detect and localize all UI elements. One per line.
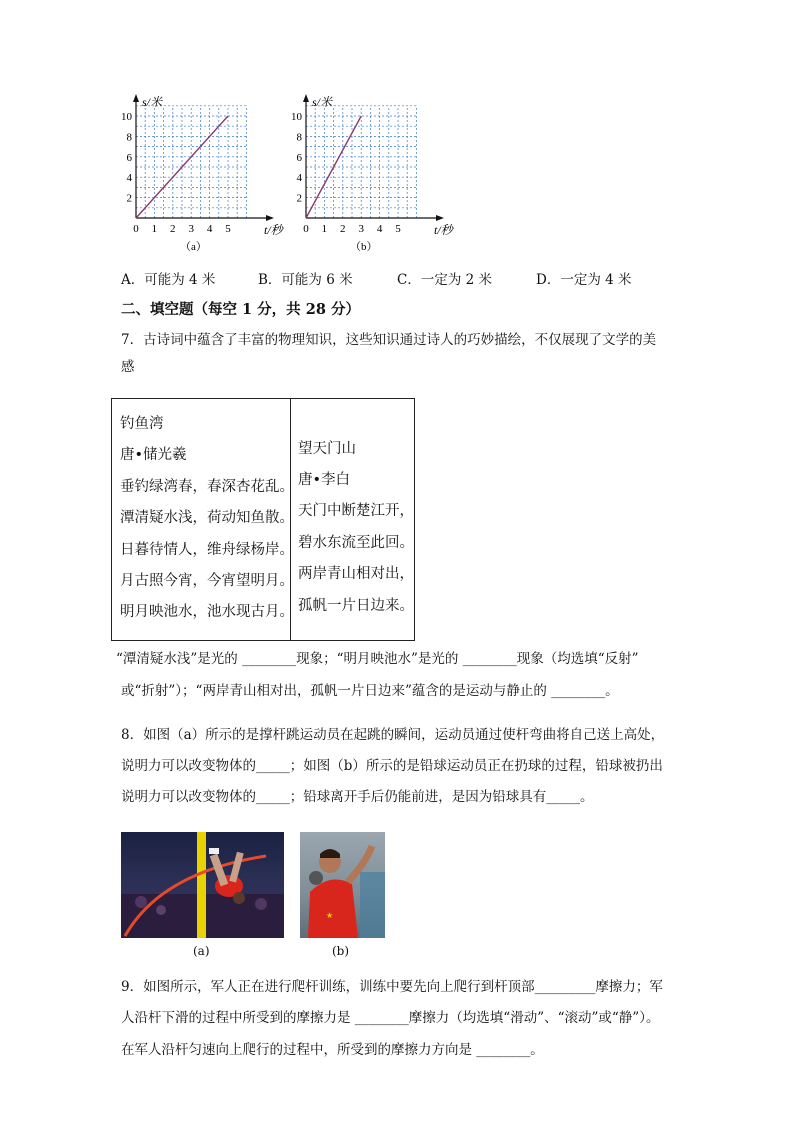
poem-left-line: 钓鱼湾 bbox=[120, 416, 164, 432]
graph-a bbox=[118, 92, 298, 252]
graph-a-y-tick: 2 bbox=[126, 192, 132, 205]
graph-a-y-arrow bbox=[133, 94, 139, 102]
pole-vault-illustration bbox=[121, 832, 284, 938]
poem-left-line: 明月映池水，池水现古月。 bbox=[120, 604, 294, 620]
graph-b-y-tick: 6 bbox=[296, 151, 302, 164]
graph-b-x-tick: 4 bbox=[376, 223, 383, 235]
poem-right-line: 天门中断楚江开， bbox=[298, 503, 414, 519]
graph-b-x-tick: 3 bbox=[358, 223, 364, 235]
graph-a-y-tick: 6 bbox=[126, 151, 132, 164]
poem-right-line: 孤帆一片日边来。 bbox=[298, 598, 414, 614]
shot-put-illustration bbox=[300, 832, 385, 938]
q7-answer-line-2: 或“折射”）；“两岸青山相对出，孤帆一片日边来”蕴含的是运动与静止的 ________。 bbox=[121, 683, 619, 699]
graph-b-caption: （b） bbox=[350, 241, 378, 252]
graph-a-x-tick: 5 bbox=[225, 223, 231, 235]
poem-left-line: 垂钓绿湾春，春深杏花乱。 bbox=[120, 479, 294, 495]
graph-b-y-tick: 8 bbox=[296, 131, 302, 144]
graph-a-grid bbox=[136, 106, 246, 218]
poem-right-line: 碧水东流至此回。 bbox=[298, 535, 414, 551]
photo-caption-a: (a) bbox=[193, 944, 210, 958]
q9-line-1: 9．如图所示，军人正在进行爬杆训练，训练中要先向上爬行到杆顶部_________摩擦力；军 bbox=[121, 979, 663, 995]
graph-b-x-label: t/秒 bbox=[434, 223, 453, 237]
poem-table bbox=[111, 398, 415, 641]
poem-right-line: 望天门山 bbox=[298, 441, 356, 457]
pole-vault-photo bbox=[121, 832, 284, 938]
graph-a-y-tick: 8 bbox=[126, 131, 132, 144]
q8-line-3: 说明力可以改变物体的_____；铅球离开手后仍能前进，是因为铅球具有_____。 bbox=[121, 789, 594, 805]
graph-a-y-tick: 10 bbox=[121, 111, 132, 123]
graph-b-y-tick: 2 bbox=[296, 192, 302, 205]
graph-a-x-arrow bbox=[266, 215, 274, 221]
poem-left-line: 月古照今宵，今宵望明月。 bbox=[120, 573, 294, 589]
q7-answer-line-1: “潭清疑水浅”是光的 ________现象；“明月映池水”是光的 ________现象（均选填“反射” bbox=[116, 651, 639, 667]
svg-text:★: ★ bbox=[326, 911, 334, 920]
section-title: 二、填空题（每空 1 分，共 28 分） bbox=[121, 301, 360, 318]
graph-a-x-tick: 2 bbox=[170, 223, 176, 235]
option-b[interactable]: B．可能为 6 米 bbox=[258, 272, 353, 288]
q7-line-1: 7．古诗词中蕴含了丰富的物理知识，这些知识通过诗人的巧妙描绘，不仅展现了文学的美 bbox=[121, 332, 657, 348]
poem-right-line: 两岸青山相对出， bbox=[298, 566, 414, 582]
shot-put-photo bbox=[300, 832, 385, 938]
graph-a-x-tick: 4 bbox=[206, 223, 213, 235]
poem-left-line: 唐•储光羲 bbox=[120, 447, 187, 463]
graph-b-y-tick: 10 bbox=[291, 111, 302, 123]
q9-line-3: 在军人沿杆匀速向上爬行的过程中，所受到的摩擦力方向是 ________。 bbox=[121, 1042, 544, 1058]
graph-b-y-label: s/米 bbox=[312, 95, 333, 109]
q8-line-1: 8．如图（a）所示的是撑杆跳运动员在起跳的瞬间，运动员通过使杆弯曲将自己送上高处， bbox=[121, 727, 665, 743]
graph-a-x-tick: 3 bbox=[188, 223, 194, 235]
graph-b-y-arrow bbox=[303, 94, 309, 102]
q7-line-2: 感 bbox=[121, 359, 135, 375]
graph-a-x-tick: 1 bbox=[151, 223, 158, 235]
poem-left-line: 日暮待情人，维舟绿杨岸。 bbox=[120, 542, 294, 558]
poem-right-line: 唐•李白 bbox=[298, 472, 351, 488]
option-a[interactable]: A．可能为 4 米 bbox=[121, 272, 216, 288]
graph-a-y-tick: 4 bbox=[126, 172, 132, 185]
graph-a-x-label: t/秒 bbox=[264, 223, 283, 237]
graph-a-x-tick: 0 bbox=[133, 223, 139, 235]
option-c[interactable]: C．一定为 2 米 bbox=[397, 272, 493, 288]
graph-a-caption: （a） bbox=[180, 241, 207, 252]
q9-line-2: 人沿杆下滑的过程中所受到的摩擦力是 ________摩擦力（均选填“滑动”、“滚动”或“静”）。 bbox=[121, 1010, 660, 1026]
option-d[interactable]: D．一定为 4 米 bbox=[536, 272, 632, 288]
graph-b-grid bbox=[306, 106, 416, 218]
graph-b-x-tick: 2 bbox=[340, 223, 346, 235]
photo-caption-b: (b) bbox=[332, 944, 350, 958]
graph-b-x-tick: 1 bbox=[321, 223, 328, 235]
graph-b-y-tick: 4 bbox=[296, 172, 302, 185]
graph-b bbox=[288, 92, 468, 252]
graph-b-x-tick: 0 bbox=[303, 223, 309, 235]
graph-a-y-label: s/米 bbox=[142, 95, 163, 109]
q8-line-2: 说明力可以改变物体的_____；如图（b）所示的是铅球运动员正在扔球的过程，铅球被扔出 bbox=[121, 758, 663, 774]
graph-b-x-tick: 5 bbox=[395, 223, 401, 235]
poem-left-line: 潭清疑水浅，荷动知鱼散。 bbox=[120, 510, 294, 526]
graph-b-x-arrow bbox=[436, 215, 444, 221]
